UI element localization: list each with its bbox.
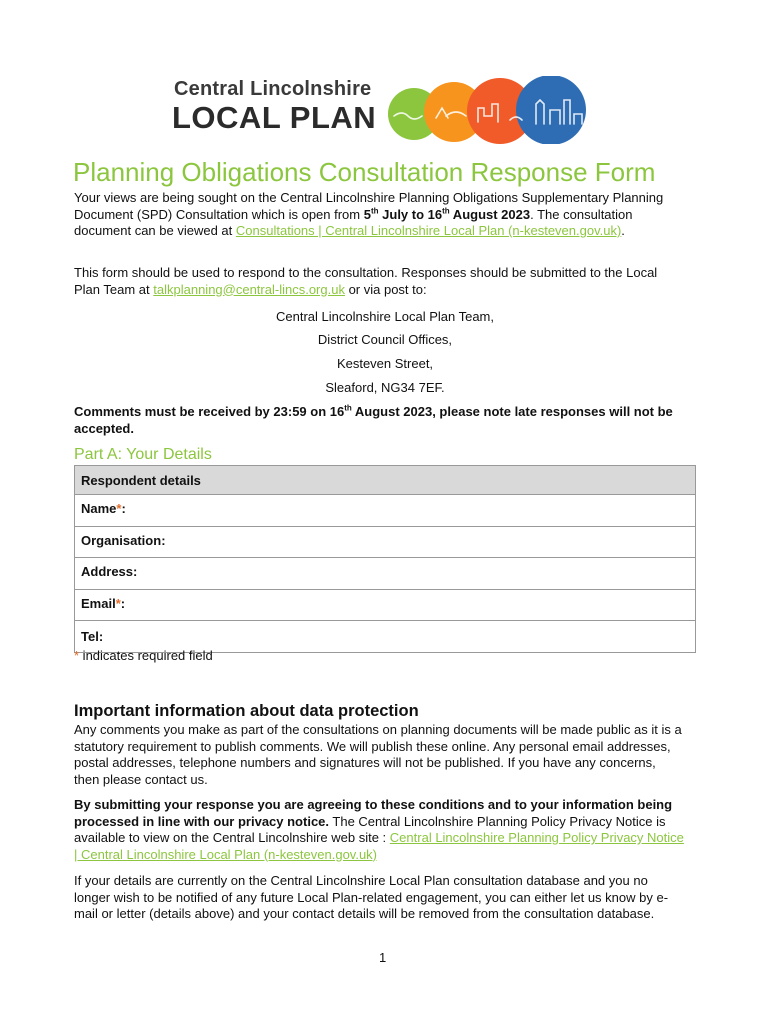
privacy-notice-link[interactable]: Central Lincolnshire Planning Policy Privacy Notice | Central Lincolnshire Local Plan (n-kesteven.gov.uk) [74, 830, 684, 862]
agreement-statement: By submitting your response you are agreeing to these conditions and to your information being processed in line with our privacy notice. [74, 797, 673, 829]
intro-text: Your views are being sought on the Central Lincolnshire Planning Obligations Supplementary Planning Document (SPD) Consultation which is open from [74, 190, 664, 222]
respond-text: This form should be used to respond to the consultation. Responses should be submitted to the Local Plan Team at [74, 265, 658, 297]
email-row[interactable] [75, 589, 696, 621]
address-line-4: Sleaford, NG34 7EF. [325, 380, 445, 395]
deadline-notice: Comments must be received by 23:59 on 16th August 2023, please note late responses will not be accepted. [74, 403, 673, 436]
data-protection-paragraph-1: Any comments you make as part of the consultations on planning documents will be made public as it is a statutory requirement to publish comments. We will publish these online. Any personal email addresses, postal addresses, telephone numbers and signatures will not be published. If you have any concerns, then please contact us. [74, 722, 682, 787]
organisation-row[interactable] [75, 526, 696, 558]
logo-circles-graphic [386, 76, 596, 144]
required-asterisk: * [115, 595, 121, 611]
required-asterisk: * [116, 501, 122, 516]
logo-text-line1: Central Lincolnshire [174, 78, 372, 100]
intro-paragraph: Your views are being sought on the Central Lincolnshire Planning Obligations Supplementary Planning Document (SPD) Consultation which is open from 5th July to 16th August 2023. The consultation document can be viewed at Consultations | Central Lincolnshire Local Plan (n-kesteven.gov.uk). [74, 190, 664, 238]
address-line-2: District Council Offices, [317, 332, 453, 347]
respondent-details-table [74, 465, 696, 653]
central-lincolnshire-logo [172, 76, 592, 144]
respond-paragraph: This form should be used to respond to the consultation. Responses should be submitted to the Local Plan Team at talkplanning@central-lincs.org.uk or via post to: [74, 265, 658, 297]
data-protection-heading: Important information about data protection [74, 702, 419, 720]
page-number: 1 [379, 950, 387, 965]
required-field-note: * indicates required field [74, 648, 213, 663]
part-a-heading: Part A: Your Details [74, 446, 212, 463]
consultations-link[interactable]: Consultations | Central Lincolnshire Local Plan (n-kesteven.gov.uk) [235, 223, 622, 238]
data-protection-paragraph-2: By submitting your response you are agreeing to these conditions and to your information being processed in line with our privacy notice. The Central Lincolnshire Planning Policy Privacy Notice is available to view on the Central Lincolnshire web site : Central Lincolnshire Planning Policy Privacy Notice | Central Lincolnshire Local Plan (n-kesteven.gov.uk) [74, 797, 684, 862]
address-row[interactable] [75, 558, 696, 590]
address-line-1: Central Lincolnshire Local Plan Team, [276, 309, 494, 324]
address-field[interactable]: Address: [75, 558, 696, 590]
talkplanning-email-link[interactable]: talkplanning@central-lincs.org.uk [153, 281, 345, 297]
table-header-row [75, 466, 696, 495]
intro-text-2: . The consultation document can be viewed at [74, 206, 633, 238]
address-line-3: Kesteven Street, [336, 356, 434, 371]
logo-text-line2: LOCAL PLAN [172, 100, 377, 135]
name-row[interactable] [75, 495, 696, 527]
name-field[interactable]: Name*: [75, 495, 696, 527]
email-field[interactable]: Email*: [75, 589, 696, 621]
data-protection-paragraph-3: If your details are currently on the Central Lincolnshire Local Plan consultation database and you no longer wish to be notified of any future Local Plan-related engagement, you can either let us know by e-mail or letter (details above) and your contact details will be removed from the consultation database. [74, 873, 669, 921]
organisation-field[interactable]: Organisation: [75, 526, 696, 558]
table-header-cell: Respondent details [75, 466, 696, 495]
tel-field[interactable]: Tel: [75, 621, 696, 653]
page-title: Planning Obligations Consultation Response Form [73, 157, 656, 187]
open-date: 5th July to 16th August 2023 [363, 206, 531, 222]
